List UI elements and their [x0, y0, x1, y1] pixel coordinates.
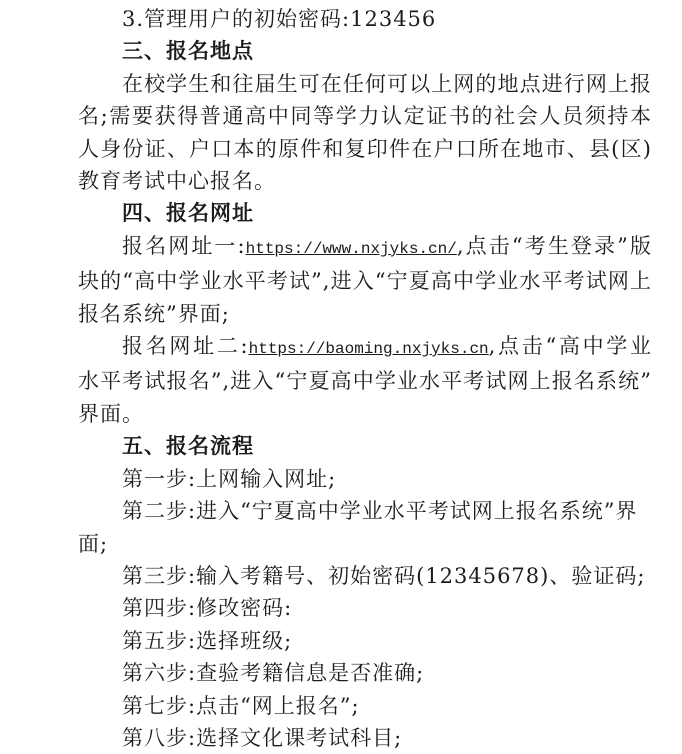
url2-instructions: ,点击“高中学业水平考试报名”,进入“宁夏高中学业水平考试网上报名系统”界面。 — [78, 334, 652, 426]
url2-link[interactable]: https://baoming.nxjyks.cn — [248, 340, 489, 359]
step-2: 第二步:进入“宁夏高中学业水平考试网上报名系统”界面; — [78, 499, 638, 556]
url1-link[interactable]: https://www.nxjyks.cn/ — [245, 239, 457, 258]
step-1: 第一步:上网输入网址; — [122, 466, 337, 491]
section3-body: 在校学生和往届生可在任何可以上网的地点进行网上报名;需要获得普通高中同等学力认定证书的社会人员须持本人身份证、户口本的原件和复印件在户口所在地市、县(区)教育考试中心报名。 — [78, 71, 652, 194]
step-7: 第七步:点击“网上报名”; — [122, 693, 360, 718]
registration-url1-paragraph — [78, 230, 652, 330]
admin-password-line: 3.管理用户的初始密码:123456 — [122, 7, 437, 31]
step-8: 第八步:选择文化课考试科目; — [122, 725, 403, 750]
registration-url2-paragraph — [78, 330, 652, 430]
url2-label: 报名网址二: — [122, 334, 249, 359]
section3-heading: 三、报名地点 — [122, 39, 254, 64]
step-4: 第四步:修改密码: — [122, 596, 293, 621]
step-3: 第三步:输入考籍号、初始密码(12345678)、验证码; — [122, 563, 646, 588]
url1-instructions: ,点击“考生登录”版块的“高中学业水平考试”,进入“宁夏高中学业水平考试网上报名系统”界面; — [78, 233, 652, 326]
url1-label: 报名网址一: — [122, 233, 246, 258]
section4-heading: 四、报名网址 — [122, 201, 254, 226]
step-6: 第六步:查验考籍信息是否准确; — [122, 661, 425, 686]
section5-heading: 五、报名流程 — [122, 434, 254, 459]
step-5: 第五步:选择班级; — [122, 628, 293, 653]
